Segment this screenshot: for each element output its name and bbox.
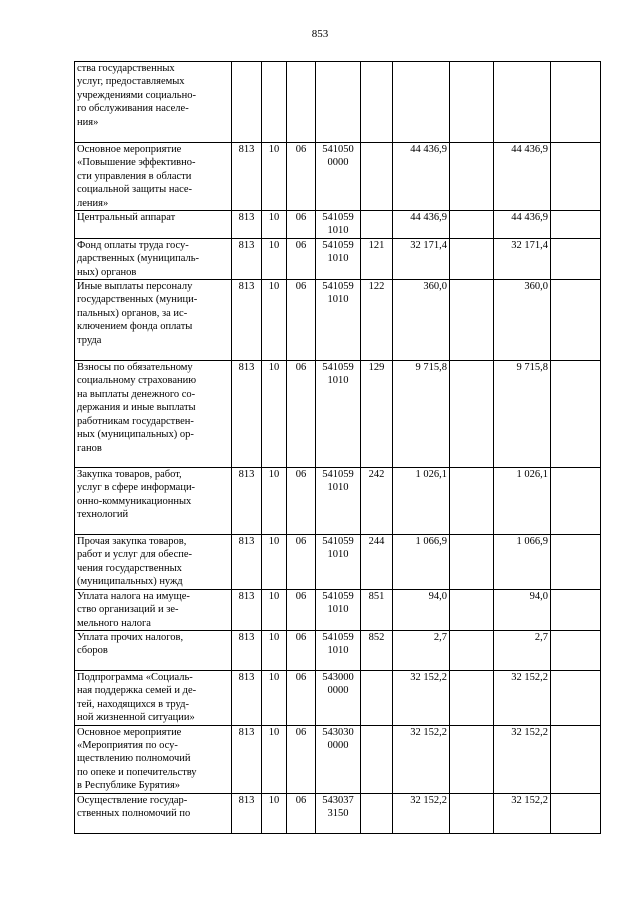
cell-amount-total [393,62,450,143]
cell-section: 10 [262,589,287,630]
cell-grbs: 813 [232,725,262,793]
table-row [75,589,601,630]
cell-expense-type [361,793,393,833]
table-row [75,535,601,590]
cell-section: 10 [262,793,287,833]
cell-section: 10 [262,238,287,279]
cell-amount-regional: 360,0 [494,280,551,361]
cell-target-code: 541059 1010 [316,630,361,670]
cell-amount-other [551,62,601,143]
cell-subsection: 06 [287,143,316,211]
cell-amount-federal [450,143,494,211]
cell-expense-type [361,62,393,143]
table-row [75,238,601,279]
cell-subsection: 06 [287,361,316,468]
cell-section [262,62,287,143]
cell-section: 10 [262,211,287,239]
cell-grbs [232,62,262,143]
cell-amount-total: 2,7 [393,630,450,670]
cell-section: 10 [262,725,287,793]
cell-target-code: 541059 1010 [316,211,361,239]
budget-table [74,61,601,834]
table-row [75,630,601,670]
table-row [75,793,601,833]
cell-target-code: 543000 0000 [316,670,361,725]
cell-amount-other [551,670,601,725]
cell-amount-other [551,630,601,670]
cell-expense-type: 852 [361,630,393,670]
cell-name: Закупка товаров, работ, услуг в сфере информаци- онно-коммуникационных технологий [75,468,232,535]
cell-amount-other [551,280,601,361]
cell-grbs: 813 [232,535,262,590]
cell-amount-regional: 44 436,9 [494,211,551,239]
table-row [75,280,601,361]
cell-subsection: 06 [287,630,316,670]
cell-amount-federal [450,62,494,143]
table-row [75,62,601,143]
cell-grbs: 813 [232,630,262,670]
table-row [75,361,601,468]
cell-expense-type [361,211,393,239]
cell-expense-type [361,143,393,211]
cell-amount-regional: 2,7 [494,630,551,670]
cell-subsection: 06 [287,238,316,279]
cell-amount-other [551,238,601,279]
cell-amount-regional: 32 152,2 [494,725,551,793]
cell-amount-total: 360,0 [393,280,450,361]
cell-amount-other [551,725,601,793]
cell-amount-total: 9 715,8 [393,361,450,468]
cell-subsection: 06 [287,468,316,535]
cell-expense-type: 851 [361,589,393,630]
cell-amount-other [551,535,601,590]
cell-amount-total: 32 152,2 [393,670,450,725]
cell-amount-regional: 32 171,4 [494,238,551,279]
cell-amount-total: 32 171,4 [393,238,450,279]
cell-amount-regional: 94,0 [494,589,551,630]
table-row [75,670,601,725]
cell-name: Иные выплаты персоналу государственных (муници- пальных) органов, за ис- ключением фонда оплаты труда [75,280,232,361]
cell-grbs: 813 [232,793,262,833]
cell-name: Уплата налога на имуще- ство организаций и зе- мельного налога [75,589,232,630]
cell-expense-type: 244 [361,535,393,590]
cell-amount-other [551,468,601,535]
cell-expense-type [361,670,393,725]
cell-amount-regional: 1 066,9 [494,535,551,590]
cell-target-code: 543030 0000 [316,725,361,793]
cell-amount-total: 94,0 [393,589,450,630]
cell-amount-total: 44 436,9 [393,143,450,211]
table-row [75,211,601,239]
cell-amount-other [551,143,601,211]
cell-subsection: 06 [287,535,316,590]
cell-amount-total: 32 152,2 [393,725,450,793]
cell-amount-federal [450,630,494,670]
cell-name: ства государственных услуг, предоставляемых учреждениями социально- го обслуживания населе- ния» [75,62,232,143]
cell-section: 10 [262,361,287,468]
cell-amount-federal [450,280,494,361]
cell-amount-regional: 1 026,1 [494,468,551,535]
page-number: 853 [311,28,329,40]
cell-amount-federal [450,535,494,590]
cell-section: 10 [262,143,287,211]
cell-amount-other [551,361,601,468]
cell-amount-total: 44 436,9 [393,211,450,239]
cell-section: 10 [262,630,287,670]
cell-name: Осуществление государ- ственных полномочий по [75,793,232,833]
table-row [75,143,601,211]
cell-amount-federal [450,670,494,725]
cell-amount-other [551,211,601,239]
cell-expense-type: 242 [361,468,393,535]
cell-subsection: 06 [287,589,316,630]
table-row [75,468,601,535]
cell-amount-other [551,793,601,833]
cell-subsection: 06 [287,670,316,725]
cell-target-code: 541059 1010 [316,361,361,468]
cell-name: Основное мероприятие «Мероприятия по осу- ществлению полномочий по опеке и попечительству в Республике Бурятия» [75,725,232,793]
cell-amount-total: 1 026,1 [393,468,450,535]
cell-amount-federal [450,468,494,535]
cell-grbs: 813 [232,238,262,279]
cell-amount-total: 32 152,2 [393,793,450,833]
cell-amount-federal [450,725,494,793]
cell-subsection [287,62,316,143]
cell-subsection: 06 [287,211,316,239]
cell-amount-other [551,589,601,630]
cell-subsection: 06 [287,725,316,793]
cell-name: Основное мероприятие «Повышение эффективно- сти управления в области социальной защиты насе- ления» [75,143,232,211]
cell-expense-type: 121 [361,238,393,279]
cell-subsection: 06 [287,793,316,833]
cell-section: 10 [262,670,287,725]
cell-target-code: 541059 1010 [316,468,361,535]
cell-subsection: 06 [287,280,316,361]
cell-target-code: 541059 1010 [316,535,361,590]
cell-target-code: 543037 3150 [316,793,361,833]
cell-target-code: 541059 1010 [316,589,361,630]
cell-target-code: 541059 1010 [316,280,361,361]
cell-section: 10 [262,535,287,590]
cell-section: 10 [262,280,287,361]
cell-amount-regional: 44 436,9 [494,143,551,211]
cell-grbs: 813 [232,280,262,361]
cell-expense-type [361,725,393,793]
cell-name: Уплата прочих налогов, сборов [75,630,232,670]
cell-grbs: 813 [232,361,262,468]
cell-expense-type: 122 [361,280,393,361]
cell-grbs: 813 [232,211,262,239]
table-row [75,725,601,793]
cell-amount-federal [450,589,494,630]
cell-amount-regional: 32 152,2 [494,793,551,833]
cell-amount-total: 1 066,9 [393,535,450,590]
cell-amount-federal [450,793,494,833]
cell-amount-regional: 32 152,2 [494,670,551,725]
cell-name: Взносы по обязательному социальному страхованию на выплаты денежного со- держания и иные выплаты работникам государствен- ных (муниципальных) ор- ганов [75,361,232,468]
cell-amount-regional [494,62,551,143]
cell-expense-type: 129 [361,361,393,468]
cell-target-code: 541050 0000 [316,143,361,211]
cell-grbs: 813 [232,589,262,630]
cell-name: Фонд оплаты труда госу- дарственных (муниципаль- ных) органов [75,238,232,279]
cell-grbs: 813 [232,670,262,725]
cell-section: 10 [262,468,287,535]
cell-name: Подпрограмма «Социаль- ная поддержка семей и де- тей, находящихся в труд- ной жизненной ситуации» [75,670,232,725]
cell-grbs: 813 [232,143,262,211]
cell-grbs: 813 [232,468,262,535]
cell-amount-regional: 9 715,8 [494,361,551,468]
cell-name: Центральный аппарат [75,211,232,239]
cell-amount-federal [450,238,494,279]
cell-amount-federal [450,361,494,468]
cell-target-code [316,62,361,143]
cell-name: Прочая закупка товаров, работ и услуг для обеспе- чения государственных (муниципальных) нужд [75,535,232,590]
cell-target-code: 541059 1010 [316,238,361,279]
cell-amount-federal [450,211,494,239]
